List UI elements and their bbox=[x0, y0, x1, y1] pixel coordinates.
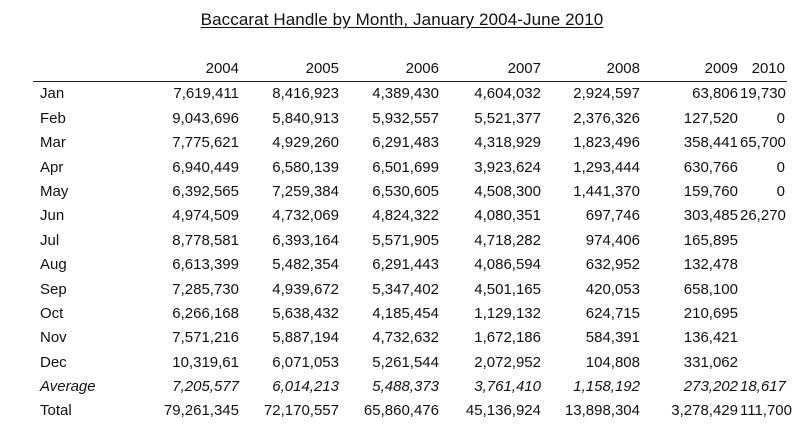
table-row bbox=[33, 180, 787, 204]
table-cell: 4,732,069 bbox=[272, 207, 339, 225]
column-header: 2010 bbox=[751, 60, 785, 77]
table-cell: 1,672,186 bbox=[474, 329, 541, 347]
table-cell: 697,746 bbox=[585, 207, 640, 225]
row-label: Sep bbox=[40, 280, 67, 298]
table-cell: 0 bbox=[776, 109, 785, 127]
table-cell: 4,080,351 bbox=[474, 207, 541, 225]
row-label: Aug bbox=[40, 256, 67, 274]
table-cell: 6,613,399 bbox=[172, 256, 239, 274]
table-cell: 136,421 bbox=[683, 329, 738, 347]
table-cell: 5,521,377 bbox=[474, 109, 541, 127]
table-header-row bbox=[33, 57, 787, 82]
table-cell: 6,580,139 bbox=[272, 158, 339, 176]
row-label: Jan bbox=[40, 85, 65, 103]
table-cell: 6,940,449 bbox=[172, 158, 239, 176]
table-row bbox=[33, 326, 787, 350]
table-cell: 4,939,672 bbox=[272, 280, 339, 298]
table-cell: 6,014,213 bbox=[272, 378, 339, 396]
table-cell bbox=[740, 326, 787, 350]
table-row bbox=[33, 131, 787, 155]
table-cell: 45,136,924 bbox=[465, 402, 541, 420]
table-cell: 7,259,384 bbox=[272, 182, 339, 200]
table-cell: 63,806 bbox=[692, 85, 738, 103]
table-cell: 5,932,557 bbox=[372, 109, 439, 127]
table-cell: 132,478 bbox=[683, 256, 738, 274]
row-label: Oct bbox=[40, 304, 64, 322]
table-cell: 8,416,923 bbox=[272, 85, 339, 103]
table-cell: 6,392,565 bbox=[172, 182, 239, 200]
table-cell: 303,485 bbox=[683, 207, 738, 225]
table-cell: 358,441 bbox=[683, 134, 738, 152]
table-cell: 210,695 bbox=[683, 304, 738, 322]
column-header: 2006 bbox=[405, 60, 439, 77]
row-label: Total bbox=[40, 402, 72, 420]
table-cell: 4,185,454 bbox=[372, 304, 439, 322]
table-cell: 104,808 bbox=[585, 353, 640, 371]
table-cell: 165,895 bbox=[683, 231, 738, 249]
table-cell: 1,823,496 bbox=[573, 134, 640, 152]
table-cell: 3,923,624 bbox=[474, 158, 541, 176]
table-cell: 5,482,354 bbox=[272, 256, 339, 274]
table-cell: 630,766 bbox=[683, 158, 738, 176]
table-cell: 2,924,597 bbox=[573, 85, 640, 103]
table-cell: 5,887,194 bbox=[272, 329, 339, 347]
table-cell: 18,617 bbox=[740, 378, 786, 396]
table-cell: 4,824,322 bbox=[372, 207, 439, 225]
table-cell: 8,778,581 bbox=[172, 231, 239, 249]
table-title: Baccarat Handle by Month, January 2004-June 2010 bbox=[200, 10, 604, 29]
column-header: 2009 bbox=[704, 60, 738, 77]
table-cell: 10,319,61 bbox=[172, 353, 239, 371]
table-cell: 4,389,430 bbox=[372, 85, 439, 103]
column-header: 2007 bbox=[507, 60, 541, 77]
corner-cell bbox=[33, 57, 105, 81]
row-label: Feb bbox=[40, 109, 66, 127]
table-cell: 273,202 bbox=[683, 378, 738, 396]
row-label: May bbox=[40, 182, 69, 200]
table-cell: 4,501,165 bbox=[474, 280, 541, 298]
table-cell: 159,760 bbox=[683, 182, 738, 200]
table-cell: 7,775,621 bbox=[172, 134, 239, 152]
table-cell: 5,488,373 bbox=[372, 378, 439, 396]
table-cell: 6,530,605 bbox=[372, 182, 439, 200]
table-cell: 5,638,432 bbox=[272, 304, 339, 322]
table-row bbox=[33, 351, 787, 375]
table-cell bbox=[740, 253, 787, 277]
table-row bbox=[33, 229, 787, 253]
table-cell: 7,205,577 bbox=[172, 378, 239, 396]
table-row bbox=[33, 302, 787, 326]
table-cell: 658,100 bbox=[683, 280, 738, 298]
row-label: Average bbox=[40, 378, 96, 396]
table-cell: 624,715 bbox=[585, 304, 640, 322]
table-cell: 65,700 bbox=[740, 134, 786, 152]
table-cell: 0 bbox=[776, 182, 785, 200]
table-cell: 7,285,730 bbox=[172, 280, 239, 298]
table-cell: 5,261,544 bbox=[372, 353, 439, 371]
table-cell: 6,393,164 bbox=[272, 231, 339, 249]
table-cell: 331,062 bbox=[683, 353, 738, 371]
table-cell: 4,929,260 bbox=[272, 134, 339, 152]
table-cell: 2,072,952 bbox=[474, 353, 541, 371]
table-cell: 19,730 bbox=[740, 85, 786, 103]
table-cell: 127,520 bbox=[683, 109, 738, 127]
table-row bbox=[33, 278, 787, 302]
table-cell: 5,840,913 bbox=[272, 109, 339, 127]
table-row bbox=[33, 253, 787, 277]
table-cell: 5,347,402 bbox=[372, 280, 439, 298]
row-label: Apr bbox=[40, 158, 64, 176]
table-cell: 584,391 bbox=[585, 329, 640, 347]
table-cell: 632,952 bbox=[585, 256, 640, 274]
table-cell: 1,293,444 bbox=[573, 158, 640, 176]
table-cell bbox=[740, 229, 787, 253]
row-label: Jul bbox=[40, 231, 60, 249]
table-cell bbox=[740, 302, 787, 326]
table-cell: 6,291,443 bbox=[372, 256, 439, 274]
table-cell: 6,291,483 bbox=[372, 134, 439, 152]
table-cell: 65,860,476 bbox=[363, 402, 439, 420]
table-cell: 4,732,632 bbox=[372, 329, 439, 347]
table-cell: 4,718,282 bbox=[474, 231, 541, 249]
table-cell: 7,571,216 bbox=[172, 329, 239, 347]
total-row bbox=[33, 399, 792, 423]
table-cell: 4,974,509 bbox=[172, 207, 239, 225]
table-cell: 420,053 bbox=[585, 280, 640, 298]
table-cell: 4,508,300 bbox=[474, 182, 541, 200]
table-cell: 3,278,429 bbox=[671, 402, 738, 420]
table-cell: 4,604,032 bbox=[474, 85, 541, 103]
row-label: Mar bbox=[40, 134, 66, 152]
column-header: 2005 bbox=[305, 60, 339, 77]
row-label: Nov bbox=[40, 329, 67, 347]
table-cell bbox=[740, 351, 787, 375]
table-cell: 6,266,168 bbox=[172, 304, 239, 322]
table-cell: 4,086,594 bbox=[474, 256, 541, 274]
average-row bbox=[33, 375, 787, 399]
table-cell: 0 bbox=[776, 158, 785, 176]
table-cell bbox=[740, 278, 787, 302]
table-cell: 26,270 bbox=[740, 207, 786, 225]
table-cell: 13,898,304 bbox=[564, 402, 640, 420]
table-cell: 6,501,699 bbox=[372, 158, 439, 176]
table-cell: 6,071,053 bbox=[272, 353, 339, 371]
table-cell: 4,318,929 bbox=[474, 134, 541, 152]
table-cell: 9,043,696 bbox=[172, 109, 239, 127]
table-cell: 79,261,345 bbox=[163, 402, 239, 420]
table-row bbox=[33, 107, 787, 131]
handle-table bbox=[33, 57, 792, 424]
table-cell: 7,619,411 bbox=[173, 85, 239, 103]
table-cell: 974,406 bbox=[585, 231, 640, 249]
row-label: Jun bbox=[40, 207, 65, 225]
table-cell: 3,761,410 bbox=[474, 378, 541, 396]
table-row bbox=[33, 82, 787, 106]
table-cell: 1,158,192 bbox=[573, 378, 640, 396]
row-label: Dec bbox=[40, 353, 67, 371]
table-cell: 5,571,905 bbox=[372, 231, 439, 249]
table-row bbox=[33, 204, 787, 228]
table-row bbox=[33, 156, 787, 180]
table-cell: 72,170,557 bbox=[263, 402, 339, 420]
table-cell: 1,441,370 bbox=[573, 182, 640, 200]
column-header: 2004 bbox=[205, 60, 239, 77]
table-cell: 111,700 bbox=[740, 402, 792, 420]
table-cell: 2,376,326 bbox=[573, 109, 640, 127]
table-cell: 1,129,132 bbox=[474, 304, 541, 322]
column-header: 2008 bbox=[606, 60, 640, 77]
